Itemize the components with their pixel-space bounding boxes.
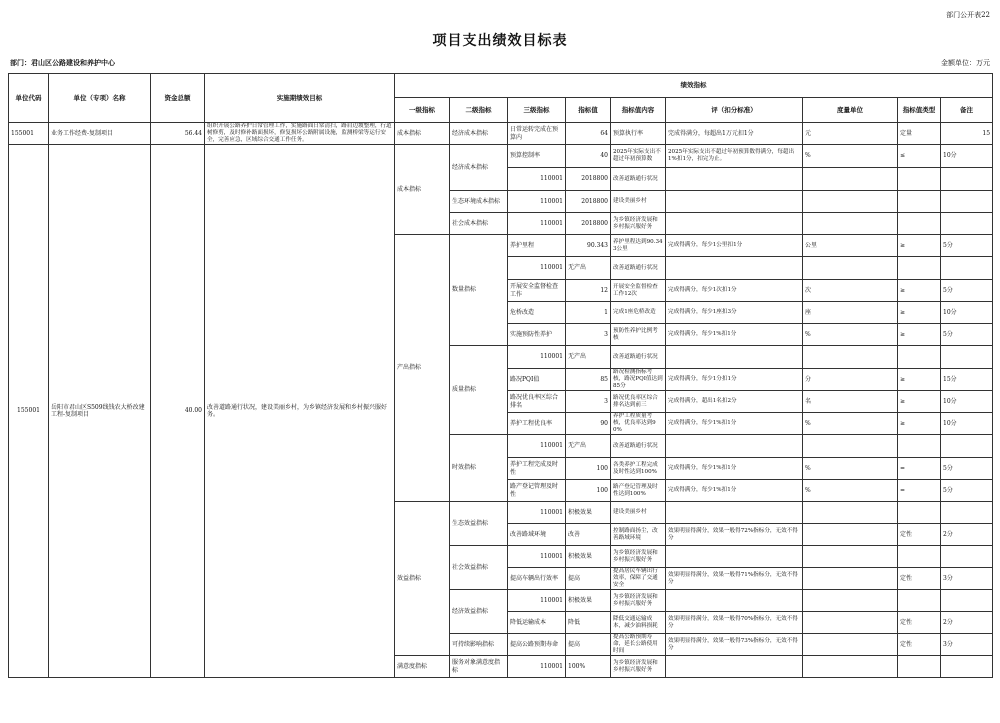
- unit-code-cell: 155001: [9, 123, 49, 145]
- type-cell: ≥: [898, 324, 941, 346]
- value-cell: 1: [566, 302, 611, 324]
- amount-cell: 40.00: [151, 145, 205, 678]
- level3-cell: 路况优良率区综合排名: [508, 391, 566, 413]
- value-cell: 100: [566, 458, 611, 480]
- value-cell: 2018800: [566, 191, 611, 213]
- note-cell: [941, 656, 993, 678]
- level2-cell: 数量指标: [450, 235, 508, 346]
- measure-cell: [803, 524, 898, 546]
- score-cell: 完成得满分，每少1%扣1分: [666, 458, 803, 480]
- type-cell: =: [898, 458, 941, 480]
- note-cell: 5分: [941, 324, 993, 346]
- note-cell: 3分: [941, 634, 993, 656]
- measure-cell: [803, 546, 898, 568]
- table-row: [9, 123, 993, 145]
- level3-cell: 养护工程完成及时性: [508, 458, 566, 480]
- score-cell: [666, 191, 803, 213]
- content-cell: 控制路面扬尘，改善路域环境: [611, 524, 666, 546]
- type-cell: ≥: [898, 391, 941, 413]
- level2-cell: 经济成本指标: [450, 123, 508, 145]
- note-cell: [941, 435, 993, 458]
- score-cell: 完成得满分，每少1%扣1分: [666, 480, 803, 502]
- content-cell: 路产登记管理及时性达到100%: [611, 480, 666, 502]
- level2-cell: 社会效益指标: [450, 546, 508, 590]
- level2-cell: 生态环境成本指标: [450, 191, 508, 213]
- type-cell: 定性: [898, 634, 941, 656]
- col-l2: 二级指标: [450, 98, 508, 123]
- level2-cell: 社会成本指标: [450, 213, 508, 235]
- value-cell: 100%: [566, 656, 611, 678]
- level1-cell: 产出指标: [395, 235, 450, 502]
- col-l1: 一级指标: [395, 98, 450, 123]
- project-name-cell: 业务工作经费-复制项目: [49, 123, 151, 145]
- col-content: 指标值内容: [611, 98, 666, 123]
- value-cell: 90: [566, 413, 611, 435]
- content-cell: 路况优良率区综合排名达到前三: [611, 391, 666, 413]
- content-cell: 为乡镇经济发展和乡村振兴服好务: [611, 656, 666, 678]
- header-row: [9, 74, 993, 98]
- level3-cell: 养护工程优良率: [508, 413, 566, 435]
- col-indicators: 绩效指标: [395, 74, 993, 98]
- level3-cell: 110001: [508, 191, 566, 213]
- score-cell: [666, 168, 803, 191]
- score-cell: 完成得满分，每少1次扣1分: [666, 280, 803, 302]
- measure-cell: %: [803, 324, 898, 346]
- value-cell: 提高: [566, 568, 611, 590]
- level3-cell: 开展安全监督检查工作: [508, 280, 566, 302]
- type-cell: [898, 346, 941, 369]
- score-cell: 效果明显得满分，效果一般得72%指标分，无效不得分: [666, 524, 803, 546]
- level3-cell: 路况PQI值: [508, 369, 566, 391]
- col-name: 单位（专项）名称: [49, 74, 151, 123]
- score-cell: 完成得满分，每少1%扣1分: [666, 324, 803, 346]
- value-cell: 无产出: [566, 346, 611, 369]
- page-title: 项目支出绩效目标表: [432, 33, 568, 49]
- level2-cell: 可持续影响指标: [450, 634, 508, 656]
- type-cell: [898, 191, 941, 213]
- goal-cell: 改善道路通行状况，建设美丽乡村，为乡镇经济发展和乡村振兴服好务。: [205, 145, 395, 678]
- value-cell: 积极效果: [566, 590, 611, 612]
- level3-cell: 提高公路预期寿命: [508, 634, 566, 656]
- content-cell: 建设美丽乡村: [611, 502, 666, 524]
- level3-cell: 降低运输成本: [508, 612, 566, 634]
- content-cell: 养护工程质量考核，优良率达到90%: [611, 413, 666, 435]
- note-cell: 10分: [941, 391, 993, 413]
- value-cell: 无产出: [566, 257, 611, 280]
- score-cell: 完成得满分，每少1公里扣1分: [666, 235, 803, 257]
- measure-cell: [803, 612, 898, 634]
- value-cell: 无产出: [566, 435, 611, 458]
- value-cell: 3: [566, 324, 611, 346]
- level2-cell: 服务对象满意度指标: [450, 656, 508, 678]
- score-cell: 效果明显得满分，效果一般得71%指标分，无效不得分: [666, 568, 803, 590]
- type-cell: ≤: [898, 145, 941, 168]
- level3-cell: 110001: [508, 168, 566, 191]
- level3-cell: 110001: [508, 656, 566, 678]
- note-cell: 15: [941, 123, 993, 145]
- value-cell: 64: [566, 123, 611, 145]
- value-cell: 100: [566, 480, 611, 502]
- type-cell: ≥: [898, 280, 941, 302]
- content-cell: 养护里程达到90.343公里: [611, 235, 666, 257]
- level3-cell: 110001: [508, 546, 566, 568]
- content-cell: 改善道路通行状况: [611, 346, 666, 369]
- note-cell: 5分: [941, 280, 993, 302]
- score-cell: 完成得满分，每少1分扣1分: [666, 369, 803, 391]
- type-cell: ≥: [898, 413, 941, 435]
- note-cell: 5分: [941, 458, 993, 480]
- content-cell: 路况检测指标考核，路况PQI值达到85分: [611, 369, 666, 391]
- level3-cell: 110001: [508, 346, 566, 369]
- content-cell: 提高居民车辆出行效率，保障了交通安全: [611, 568, 666, 590]
- type-cell: [898, 590, 941, 612]
- note-cell: 15分: [941, 369, 993, 391]
- score-cell: [666, 502, 803, 524]
- note-cell: 3分: [941, 568, 993, 590]
- type-cell: [898, 168, 941, 191]
- score-cell: [666, 213, 803, 235]
- level3-cell: 提高车辆出行效率: [508, 568, 566, 590]
- score-cell: 完成得满分，超出1名扣2分: [666, 391, 803, 413]
- value-cell: 降低: [566, 612, 611, 634]
- measure-cell: %: [803, 413, 898, 435]
- col-measure: 度量单位: [803, 98, 898, 123]
- note-cell: 10分: [941, 413, 993, 435]
- type-cell: [898, 257, 941, 280]
- col-code: 单位代码: [9, 74, 49, 123]
- content-cell: 为乡镇经济发展和乡村振兴服好务: [611, 546, 666, 568]
- content-cell: 开展安全监督检查工作12次: [611, 280, 666, 302]
- type-cell: ≥: [898, 302, 941, 324]
- score-cell: [666, 590, 803, 612]
- type-cell: [898, 502, 941, 524]
- note-cell: 2分: [941, 524, 993, 546]
- type-cell: 定性: [898, 568, 941, 590]
- level1-cell: 满意度指标: [395, 656, 450, 678]
- table-row: [9, 145, 993, 168]
- type-cell: ≥: [898, 235, 941, 257]
- measure-cell: 名: [803, 391, 898, 413]
- content-cell: 预算执行率: [611, 123, 666, 145]
- measure-cell: [803, 435, 898, 458]
- level3-cell: 110001: [508, 213, 566, 235]
- level2-cell: 生态效益指标: [450, 502, 508, 546]
- note-cell: [941, 257, 993, 280]
- level2-cell: 经济效益指标: [450, 590, 508, 634]
- measure-cell: %: [803, 458, 898, 480]
- content-cell: 预防性养护比例考核: [611, 324, 666, 346]
- measure-cell: [803, 568, 898, 590]
- note-cell: 10分: [941, 302, 993, 324]
- content-cell: 2025年实际支出不超过年初预算数: [611, 145, 666, 168]
- content-cell: 改善道路通行状况: [611, 435, 666, 458]
- measure-cell: 公里: [803, 235, 898, 257]
- level1-cell: 成本指标: [395, 145, 450, 235]
- value-cell: 40: [566, 145, 611, 168]
- level3-cell: 改善路域环境: [508, 524, 566, 546]
- content-cell: 改善道路通行状况: [611, 168, 666, 191]
- level3-cell: 110001: [508, 257, 566, 280]
- note-cell: 5分: [941, 235, 993, 257]
- score-cell: 效果明显得满分，效果一般得70%指标分，无效不得分: [666, 612, 803, 634]
- level2-cell: 经济成本指标: [450, 145, 508, 191]
- content-cell: 为乡镇经济发展和乡村振兴服好务: [611, 213, 666, 235]
- amount-unit-label: 金额单位：万元: [941, 59, 990, 67]
- score-cell: 2025年实际支出不超过年初预算数得满分，每超出1%扣1分，扣完为止。: [666, 145, 803, 168]
- score-cell: 效果明显得满分，效果一般得73%指标分，无效不得分: [666, 634, 803, 656]
- table-number: 部门公开表22: [946, 11, 990, 19]
- project-name-cell: 岳阳市君山区S509线钱农大桥改建工程-复制项目: [49, 145, 151, 678]
- level3-cell: 养护里程: [508, 235, 566, 257]
- amount-cell: 56.44: [151, 123, 205, 145]
- level3-cell: 实施预防性养护: [508, 324, 566, 346]
- type-cell: 定性: [898, 612, 941, 634]
- type-cell: [898, 435, 941, 458]
- unit-code-cell: 155001: [9, 145, 49, 678]
- measure-cell: 元: [803, 123, 898, 145]
- content-cell: 建设美丽乡村: [611, 191, 666, 213]
- value-cell: 3: [566, 391, 611, 413]
- type-cell: 定量: [898, 123, 941, 145]
- value-cell: 12: [566, 280, 611, 302]
- performance-table: [8, 73, 993, 678]
- level3-cell: 日常运转完成在预算内: [508, 123, 566, 145]
- note-cell: [941, 590, 993, 612]
- col-goal: 实施期绩效目标: [205, 74, 395, 123]
- level3-cell: 预算控制率: [508, 145, 566, 168]
- type-cell: =: [898, 480, 941, 502]
- value-cell: 积极效果: [566, 546, 611, 568]
- value-cell: 85: [566, 369, 611, 391]
- type-cell: [898, 656, 941, 678]
- col-val: 指标值: [566, 98, 611, 123]
- col-l3: 三级指标: [508, 98, 566, 123]
- measure-cell: [803, 168, 898, 191]
- type-cell: ≥: [898, 369, 941, 391]
- measure-cell: 座: [803, 302, 898, 324]
- score-cell: [666, 257, 803, 280]
- level3-cell: 110001: [508, 502, 566, 524]
- level3-cell: 路产登记管理及时性: [508, 480, 566, 502]
- level2-cell: 时效指标: [450, 435, 508, 502]
- score-cell: [666, 546, 803, 568]
- col-note: 备注: [941, 98, 993, 123]
- score-cell: [666, 435, 803, 458]
- project-2-body: [9, 145, 993, 678]
- measure-cell: %: [803, 145, 898, 168]
- value-cell: 2018800: [566, 213, 611, 235]
- level1-cell: 成本指标: [395, 123, 450, 145]
- content-cell: 为乡镇经济发展和乡村振兴服好务: [611, 590, 666, 612]
- note-cell: [941, 546, 993, 568]
- type-cell: [898, 213, 941, 235]
- value-cell: 提高: [566, 634, 611, 656]
- content-cell: 各类养护工程完成及时性达到100%: [611, 458, 666, 480]
- content-cell: 改善道路通行状况: [611, 257, 666, 280]
- measure-cell: [803, 191, 898, 213]
- value-cell: 2018800: [566, 168, 611, 191]
- level2-cell: 质量指标: [450, 346, 508, 435]
- type-cell: 定性: [898, 524, 941, 546]
- col-amount: 资金总额: [151, 74, 205, 123]
- measure-cell: [803, 257, 898, 280]
- note-cell: 10分: [941, 145, 993, 168]
- value-cell: 积极效果: [566, 502, 611, 524]
- note-cell: [941, 502, 993, 524]
- level3-cell: 危桥改造: [508, 302, 566, 324]
- score-cell: 完成得满分，每少1座扣3分: [666, 302, 803, 324]
- note-cell: [941, 168, 993, 191]
- measure-cell: 次: [803, 280, 898, 302]
- content-cell: 完成1座危桥改造: [611, 302, 666, 324]
- note-cell: [941, 191, 993, 213]
- value-cell: 改善: [566, 524, 611, 546]
- measure-cell: [803, 346, 898, 369]
- goal-cell: 组织开展公路养护日常管理工作，实施路面日常清扫，路肩边坡整理，行道树修剪，及时修补路面损坏，修复损坏公路附属设施，监测桥梁等运行安全，完善应急，区域综合交通工作任务。: [205, 123, 395, 145]
- score-cell: 完成得满分，每超出1万元扣1分: [666, 123, 803, 145]
- measure-cell: [803, 590, 898, 612]
- score-cell: [666, 346, 803, 369]
- score-cell: 完成得满分，每少1%扣1分: [666, 413, 803, 435]
- measure-cell: [803, 213, 898, 235]
- note-cell: [941, 346, 993, 369]
- col-score: 评（扣分标准）: [666, 98, 803, 123]
- score-cell: [666, 656, 803, 678]
- content-cell: 降低交通运输成本，减少油料损耗: [611, 612, 666, 634]
- measure-cell: [803, 502, 898, 524]
- type-cell: [898, 546, 941, 568]
- content-cell: 提高公路预期寿命，延长公路使用时间: [611, 634, 666, 656]
- note-cell: 2分: [941, 612, 993, 634]
- value-cell: 90.343: [566, 235, 611, 257]
- measure-cell: [803, 656, 898, 678]
- measure-cell: 分: [803, 369, 898, 391]
- level1-cell: 效益指标: [395, 502, 450, 656]
- note-cell: [941, 213, 993, 235]
- col-type: 指标值类型: [898, 98, 941, 123]
- level3-cell: 110001: [508, 435, 566, 458]
- note-cell: 5分: [941, 480, 993, 502]
- level3-cell: 110001: [508, 590, 566, 612]
- department-label: 部门：君山区公路建设和养护中心: [10, 58, 115, 67]
- measure-cell: %: [803, 480, 898, 502]
- measure-cell: [803, 634, 898, 656]
- project-1-body: [9, 123, 993, 145]
